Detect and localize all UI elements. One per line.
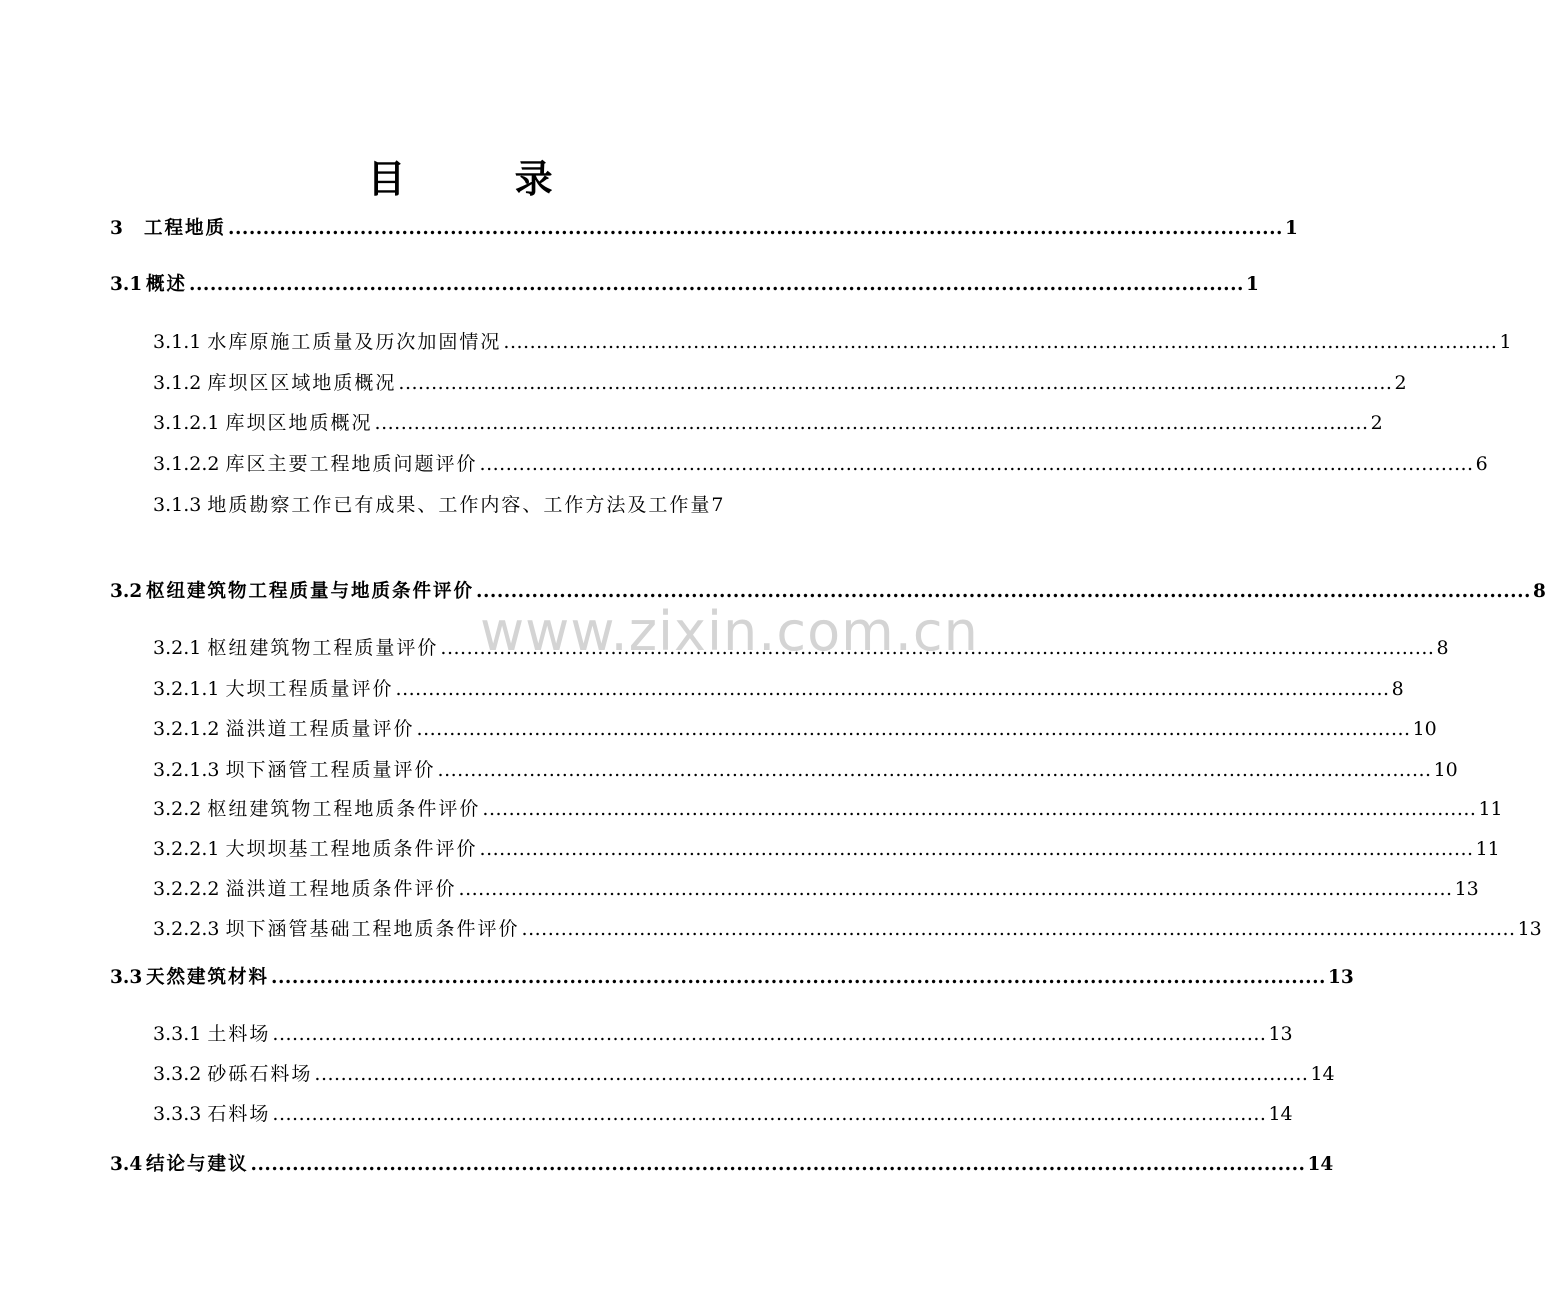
entry-title: 土料场 <box>207 1023 271 1045</box>
entry-number: 3.1 <box>110 274 143 295</box>
entry-number: 3.4 <box>110 1154 143 1175</box>
entry-page: 14 <box>1307 1154 1334 1175</box>
entry-title: 水库原施工质量及历次加固情况 <box>207 331 502 353</box>
entry-number: 3.2.2 <box>153 798 202 820</box>
entry-title: 枢纽建筑物工程质量与地质条件评价 <box>146 581 475 602</box>
toc-entry[interactable] <box>153 714 1437 741</box>
entry-number: 3.2.1 <box>153 637 202 659</box>
entry-number: 3.3 <box>110 967 143 988</box>
entry-number: 3.3.3 <box>153 1103 202 1125</box>
toc-entry[interactable] <box>153 408 1383 435</box>
entry-number: 3.1.2.2 <box>153 453 220 475</box>
toc-entry[interactable] <box>110 270 1259 296</box>
entry-title: 库区主要工程地质问题评价 <box>225 453 478 475</box>
entry-page: 2 <box>1394 372 1407 394</box>
entry-title: 库坝区区域地质概况 <box>207 372 397 394</box>
dot-leader <box>272 1023 1266 1045</box>
entry-page: 1 <box>1246 274 1259 295</box>
entry-page: 11 <box>1478 798 1503 820</box>
toc-title: 目 录 <box>367 156 601 201</box>
entry-title: 溢洪道工程地质条件评价 <box>225 878 457 900</box>
dot-leader <box>228 218 1283 239</box>
entry-page: 1 <box>1285 218 1298 239</box>
entry-title: 枢纽建筑物工程地质条件评价 <box>207 798 481 820</box>
toc-entry[interactable] <box>153 794 1503 821</box>
dot-leader <box>438 759 1432 781</box>
entry-number: 3.2.1.1 <box>153 678 220 700</box>
watermark: www.zixin.com.cn <box>480 600 979 663</box>
toc-entry[interactable] <box>153 368 1407 395</box>
toc-entry[interactable] <box>153 834 1500 861</box>
dot-leader <box>440 637 1434 659</box>
entry-page: 13 <box>1517 918 1542 940</box>
toc-entry[interactable] <box>153 633 1449 660</box>
entry-number: 3.1.1 <box>153 331 202 353</box>
entry-page: 14 <box>1268 1103 1293 1125</box>
dot-leader <box>476 581 1531 602</box>
toc-entry[interactable] <box>153 755 1458 782</box>
dot-leader <box>398 372 1392 394</box>
entry-page: 10 <box>1412 718 1437 740</box>
entry-page: 8 <box>1436 637 1449 659</box>
dot-leader <box>459 878 1453 900</box>
dot-leader <box>503 331 1497 353</box>
entry-page: 8 <box>1533 581 1546 602</box>
entry-page: 7 <box>711 494 724 516</box>
entry-page: 13 <box>1328 967 1354 988</box>
entry-title: 砂砾石料场 <box>207 1063 313 1085</box>
dot-leader <box>251 1154 1306 1175</box>
entry-page: 13 <box>1268 1023 1293 1045</box>
entry-number: 3.1.2.1 <box>153 412 220 434</box>
entry-page: 8 <box>1391 678 1404 700</box>
entry-number: 3.1.3 <box>153 494 202 516</box>
dot-leader <box>417 718 1411 740</box>
entry-title: 天然建筑材料 <box>146 967 270 988</box>
entry-number: 3.2.1.3 <box>153 759 220 781</box>
toc-entry[interactable] <box>153 449 1488 476</box>
entry-title: 地质勘察工作已有成果、工作内容、工作方法及工作量 <box>207 494 712 516</box>
entry-title: 结论与建议 <box>146 1154 249 1175</box>
dot-leader <box>480 453 1474 475</box>
toc-entry[interactable] <box>110 214 1298 240</box>
toc-entry[interactable] <box>153 674 1404 701</box>
entry-page: 10 <box>1433 759 1458 781</box>
dot-leader <box>189 274 1244 295</box>
entry-number: 3.2.1.2 <box>153 718 220 740</box>
toc-entry[interactable] <box>153 914 1542 941</box>
entry-page: 14 <box>1310 1063 1335 1085</box>
dot-leader <box>482 798 1476 820</box>
dot-leader <box>271 967 1326 988</box>
toc-entry[interactable] <box>110 1150 1334 1176</box>
entry-number: 3 <box>110 218 123 239</box>
entry-number: 3.2.2.2 <box>153 878 220 900</box>
entry-number: 3.3.1 <box>153 1023 202 1045</box>
dot-leader <box>396 678 1390 700</box>
toc-entry[interactable] <box>110 963 1354 989</box>
entry-title: 枢纽建筑物工程质量评价 <box>207 637 439 659</box>
entry-title: 石料场 <box>207 1103 271 1125</box>
entry-title: 工程地质 <box>144 218 227 239</box>
entry-title: 大坝工程质量评价 <box>225 678 394 700</box>
toc-entry[interactable] <box>153 1059 1335 1086</box>
entry-number: 3.1.2 <box>153 372 202 394</box>
toc-entry[interactable] <box>153 327 1512 354</box>
entry-page: 11 <box>1475 838 1500 860</box>
entry-number: 3.2 <box>110 581 143 602</box>
toc-entry[interactable] <box>153 874 1479 901</box>
dot-leader <box>522 918 1516 940</box>
toc-entry[interactable] <box>153 490 773 517</box>
entry-title: 库坝区地质概况 <box>225 412 373 434</box>
entry-title: 坝下涵管工程质量评价 <box>225 759 436 781</box>
entry-number: 3.3.2 <box>153 1063 202 1085</box>
entry-page: 6 <box>1475 453 1488 475</box>
entry-number: 3.2.2.3 <box>153 918 220 940</box>
dot-leader <box>272 1103 1266 1125</box>
entry-page: 2 <box>1370 412 1383 434</box>
entry-title: 大坝坝基工程地质条件评价 <box>225 838 478 860</box>
entry-title: 概述 <box>146 274 188 295</box>
entry-title: 溢洪道工程质量评价 <box>225 718 415 740</box>
entry-page: 13 <box>1454 878 1479 900</box>
toc-entry[interactable] <box>153 1099 1293 1126</box>
entry-title: 坝下涵管基础工程地质条件评价 <box>225 918 520 940</box>
dot-leader <box>314 1063 1308 1085</box>
entry-page: 1 <box>1499 331 1512 353</box>
dot-leader <box>375 412 1369 434</box>
toc-entry[interactable] <box>110 577 1546 603</box>
toc-entry[interactable] <box>153 1019 1293 1046</box>
entry-number: 3.2.2.1 <box>153 838 220 860</box>
dot-leader <box>480 838 1474 860</box>
